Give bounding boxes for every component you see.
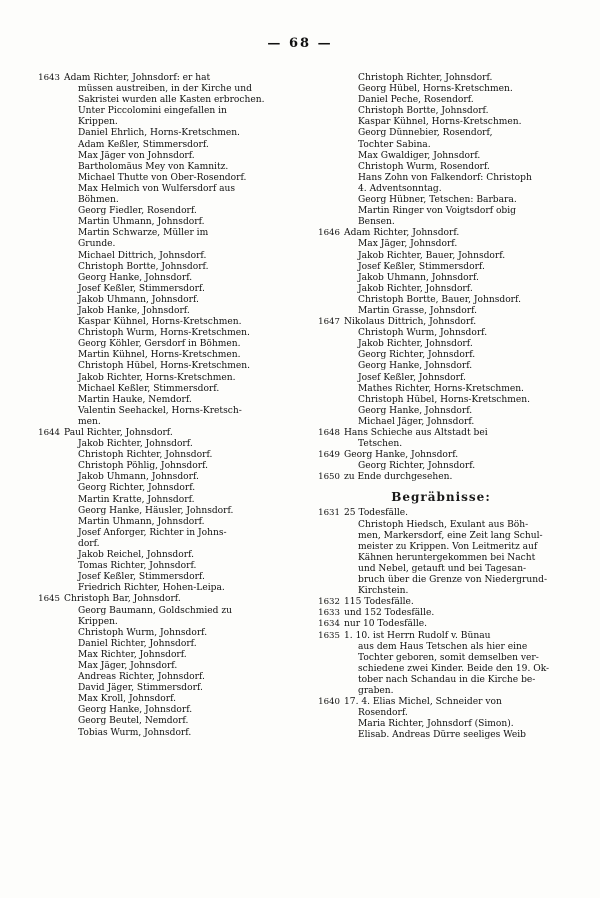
entry-line: Jakob Reichel, Johnsdorf. (78, 550, 194, 561)
entry-line: Christoph Bortte, Johnsdorf. (78, 261, 209, 272)
register-entry (310, 428, 572, 450)
entry-line: Martin Kratte, Johnsdorf. (78, 494, 195, 505)
entry-number: 1645 (38, 594, 60, 605)
entry-line: Tetschen. (358, 439, 403, 450)
entry-line: Michael Jäger, Johnsdorf. (358, 416, 475, 427)
entry-line: zu Ende durchgesehen. (344, 472, 453, 483)
entry-line: Hans Zohn von Falkendorf: Christoph (358, 172, 532, 183)
entry-text (64, 73, 292, 428)
entry-line: Christoph Bortte, Johnsdorf. (358, 106, 489, 117)
entry-line: Grunde. (78, 239, 116, 250)
entry-line: Max Richter, Johnsdorf. (78, 649, 187, 660)
register-entry (310, 228, 572, 317)
entry-line: Georg Richter, Johnsdorf. (358, 461, 476, 472)
entry-line: tober nach Schandau in die Kirche be- (358, 674, 536, 685)
entry-line: Max Helmich von Wulfersdorf aus (78, 183, 236, 194)
entry-line: Christoph Hübel, Horns-Kretschmen. (358, 394, 531, 405)
entry-line: Georg Hanke, Johnsdorf. (78, 705, 193, 716)
entry-line: Georg Hanke, Johnsdorf. (78, 272, 193, 283)
entry-line: aus dem Haus Tetschen als hier eine (358, 641, 528, 652)
entry-number: 1647 (318, 317, 340, 328)
entry-line: Georg Hanke, Johnsdorf. (358, 361, 473, 372)
entry-number: 1634 (318, 619, 340, 630)
entry-line: 4. Adventsonntag. (358, 183, 442, 194)
entry-text (344, 317, 572, 428)
entry-line: Jakob Uhmann, Johnsdorf. (78, 294, 199, 305)
entry-line: Josef Anforger, Richter in Johns- (78, 527, 227, 538)
entry-line: bruch über die Grenze von Niedergrund- (358, 575, 548, 586)
entry-line: Georg Richter, Johnsdorf. (358, 350, 476, 361)
entry-line: Max Jäger von Johnsdorf. (78, 150, 195, 161)
entry-line: Georg Köhler, Gersdorf in Böhmen. (78, 339, 241, 350)
entry-text (344, 228, 572, 317)
register-entry (310, 619, 572, 630)
entry-line: Georg Hanke, Johnsdorf. (344, 450, 459, 461)
entry-line: 1. 10. ist Herrn Rudolf v. Bünau (344, 630, 491, 641)
entry-text (344, 608, 572, 619)
entry-line: Bensen. (358, 217, 395, 228)
entry-line: Tobias Wurm, Johnsdorf. (78, 727, 192, 738)
entry-line: müssen austreiben, in der Kirche und (78, 84, 252, 95)
entry-line: Sakristei wurden alle Kasten erbrochen. (78, 95, 265, 106)
entry-line: Andreas Richter, Johnsdorf. (78, 672, 205, 683)
entry-line: Elisab. Andreas Dürre seeliges Weib (358, 730, 526, 741)
entry-line: Krippen. (78, 616, 118, 627)
entry-line: Paul Richter, Johnsdorf. (64, 428, 173, 438)
entry-line: Rosendorf. (358, 708, 408, 719)
entry-line: Christoph Richter, Johnsdorf. (358, 73, 493, 83)
entry-line: Hans Schieche aus Altstadt bei (344, 428, 488, 438)
entry-line: Christoph Hiedsch, Exulant aus Böh- (358, 519, 529, 530)
entry-line: Jakob Richter, Johnsdorf. (358, 283, 473, 294)
entry-line: Daniel Ehrlich, Horns-Kretschmen. (78, 128, 240, 139)
entry-line: Adam Keßler, Stimmersdorf. (78, 139, 209, 150)
entry-line: Jakob Richter, Johnsdorf. (358, 339, 473, 350)
entry-line: Friedrich Richter, Hohen-Leipa. (78, 583, 225, 594)
right-column (310, 73, 572, 741)
entry-line: Christoph Bortte, Bauer, Johnsdorf. (358, 294, 521, 305)
entry-line: Adam Richter, Johnsdorf: er hat (64, 73, 211, 83)
two-column-body (30, 73, 570, 741)
entry-number: 1633 (318, 608, 340, 619)
entry-text (344, 619, 572, 630)
entry-line: Martin Uhmann, Johnsdorf. (78, 217, 205, 228)
entry-line: Maria Richter, Johnsdorf (Simon). (358, 719, 514, 730)
entry-text (344, 508, 572, 597)
page-number: — 68 — (267, 36, 333, 51)
entry-line: Kaspar Kühnel, Horns-Kretschmen. (358, 117, 522, 128)
entry-line: schiedene zwei Kinder. Beide den 19. Ok- (358, 663, 550, 674)
entry-text (64, 428, 292, 594)
entry-line: Adam Richter, Johnsdorf. (344, 228, 460, 239)
entry-line: Martin Grasse, Johnsdorf. (358, 305, 477, 316)
entry-line: Nikolaus Dittrich, Johnsdorf. (344, 317, 477, 328)
entry-line: Martin Uhmann, Johnsdorf. (78, 516, 205, 527)
register-entry (30, 594, 292, 738)
entry-line: nur 10 Todesfälle. (344, 619, 427, 630)
entry-text (344, 450, 572, 472)
entry-line: Georg Richter, Johnsdorf. (78, 483, 196, 494)
entry-number: 1632 (318, 597, 340, 608)
entry-line: Jakob Richter, Bauer, Johnsdorf. (358, 250, 506, 261)
entry-line: 25 Todesfälle. (344, 508, 409, 519)
entry-line: Christoph Wurm, Horns-Kretschmen. (78, 328, 250, 339)
entry-line: Max Jäger, Johnsdorf. (358, 239, 458, 250)
register-entry (30, 73, 292, 428)
entry-line: Christoph Richter, Johnsdorf. (78, 450, 213, 461)
entry-line: Tochter Sabina. (358, 139, 431, 150)
entry-line: Josef Keßler, Stimmersdorf. (358, 261, 485, 272)
entry-number-blank (310, 73, 344, 228)
register-entry (310, 608, 572, 619)
entry-line: Martin Schwarze, Müller im (78, 228, 209, 239)
register-entry (310, 450, 572, 472)
entry-line: meister zu Krippen. Von Leitmeritz auf (358, 541, 538, 552)
entry-number: 1631 (318, 508, 340, 519)
entry-line: David Jäger, Stimmersdorf. (78, 683, 203, 694)
entry-line: Georg Baumann, Goldschmied zu (78, 605, 233, 616)
register-entry (310, 508, 572, 597)
entry-line: men. (78, 416, 101, 427)
entry-line: Georg Fiedler, Rosendorf. (78, 206, 197, 217)
entry-line: Christoph Wurm, Johnsdorf. (358, 328, 488, 339)
entry-number: 1643 (38, 73, 60, 83)
entry-line: Georg Hanke, Häusler, Johnsdorf. (78, 505, 234, 516)
entry-text (344, 597, 572, 608)
entry-line: 17. 4. Elias Michel, Schneider von (344, 697, 502, 708)
entry-number: 1649 (318, 450, 340, 461)
entry-line: Mathes Richter, Horns-Kretschmen. (358, 383, 524, 394)
entry-line: und 152 Todesfälle. (344, 608, 435, 619)
entry-line: Christoph Wurm, Rosendorf. (358, 161, 490, 172)
entry-line: Jakob Richter, Johnsdorf. (78, 439, 193, 450)
continued-entry-lines (310, 73, 572, 228)
register-entry (310, 631, 572, 698)
entry-text (344, 472, 572, 483)
entry-line: Jakob Richter, Horns-Kretschmen. (78, 372, 236, 383)
entry-number: 1650 (318, 472, 340, 483)
entry-number: 1644 (38, 428, 60, 438)
entry-line: Martin Kühnel, Horns-Kretschmen. (78, 350, 241, 361)
entry-line: Max Kroll, Johnsdorf. (78, 694, 177, 705)
entry-line: Max Gwaldiger, Johnsdorf. (358, 150, 481, 161)
entry-line: Josef Keßler, Stimmersdorf. (78, 572, 205, 583)
entry-line: Georg Hübel, Horns-Kretschmen. (358, 84, 513, 95)
entry-line: Max Jäger, Johnsdorf. (78, 660, 178, 671)
register-entry (310, 697, 572, 741)
entry-line: dorf. (78, 538, 100, 549)
entry-line: Michael Thutte von Ober-Rosendorf. (78, 172, 247, 183)
entry-line: Christoph Wurm, Johnsdorf. (78, 627, 208, 638)
entry-line: Georg Hübner, Tetschen: Barbara. (358, 195, 517, 206)
entry-line: Georg Beutel, Nemdorf. (78, 716, 189, 727)
entry-line: Jakob Uhmann, Johnsdorf. (358, 272, 479, 283)
entry-line: Daniel Peche, Rosendorf. (358, 95, 474, 106)
entry-line: Jakob Uhmann, Johnsdorf. (78, 472, 199, 483)
entry-line: Josef Keßler, Stimmersdorf. (78, 283, 205, 294)
register-entry (310, 597, 572, 608)
entry-line: Kähnen heruntergekommen bei Nacht (358, 552, 536, 563)
entry-number: 1640 (318, 697, 340, 708)
entry-line: Böhmen. (78, 195, 119, 206)
register-entry (30, 428, 292, 594)
entry-line: Krippen. (78, 117, 118, 128)
register-entry (310, 317, 572, 428)
entry-line: Georg Hanke, Johnsdorf. (358, 405, 473, 416)
entry-line: Christoph Hübel, Horns-Kretschmen. (78, 361, 251, 372)
entry-line: Bartholomäus Mey von Kamnitz. (78, 161, 229, 172)
entry-line: Christoph Bar, Johnsdorf. (64, 594, 181, 605)
entry-line: Valentin Seehackel, Horns-Kretsch- (78, 405, 242, 416)
entry-line: Michael Keßler, Stimmersdorf. (78, 383, 220, 394)
entry-line: Kirchstein. (358, 586, 409, 597)
entry-line: Tomas Richter, Johnsdorf. (78, 561, 197, 572)
entry-number: 1646 (318, 228, 340, 239)
entry-number: 1648 (318, 428, 340, 438)
entry-text (344, 428, 572, 450)
entry-line: Daniel Richter, Johnsdorf. (78, 638, 197, 649)
entry-text (344, 631, 572, 698)
entry-line: Martin Ringer von Voigtsdorf obig (358, 206, 516, 217)
entry-line: Christoph Pöhlig, Johnsdorf. (78, 461, 209, 472)
entry-text (64, 594, 292, 738)
left-column (30, 73, 292, 739)
entry-line: und Nebel, getauft und bei Tagesan- (358, 563, 527, 574)
entry-line: Martin Hauke, Nemdorf. (78, 394, 192, 405)
entry-line: Kaspar Kühnel, Horns-Kretschmen. (78, 317, 242, 328)
entry-text (344, 697, 572, 741)
entry-line: Josef Keßler, Johnsdorf. (358, 372, 466, 383)
register-entry (310, 472, 572, 483)
entry-line: Georg Dünnebier, Rosendorf, (358, 128, 493, 139)
entry-number: 1635 (318, 630, 340, 641)
entry-line: Michael Dittrich, Johnsdorf. (78, 250, 207, 261)
entry-line: Tochter geboren, somit demselben ver- (358, 652, 539, 663)
entry-line: Jakob Hanke, Johnsdorf. (78, 305, 190, 316)
entry-line: men, Markersdorf, eine Zeit lang Schul- (358, 530, 543, 541)
section-heading: Begräbnisse: (391, 490, 491, 505)
entry-line: 115 Todesfälle. (344, 597, 414, 608)
entry-line: Unter Piccolomini eingefallen in (78, 106, 227, 117)
entry-text (344, 73, 572, 228)
entry-line: graben. (358, 685, 394, 696)
